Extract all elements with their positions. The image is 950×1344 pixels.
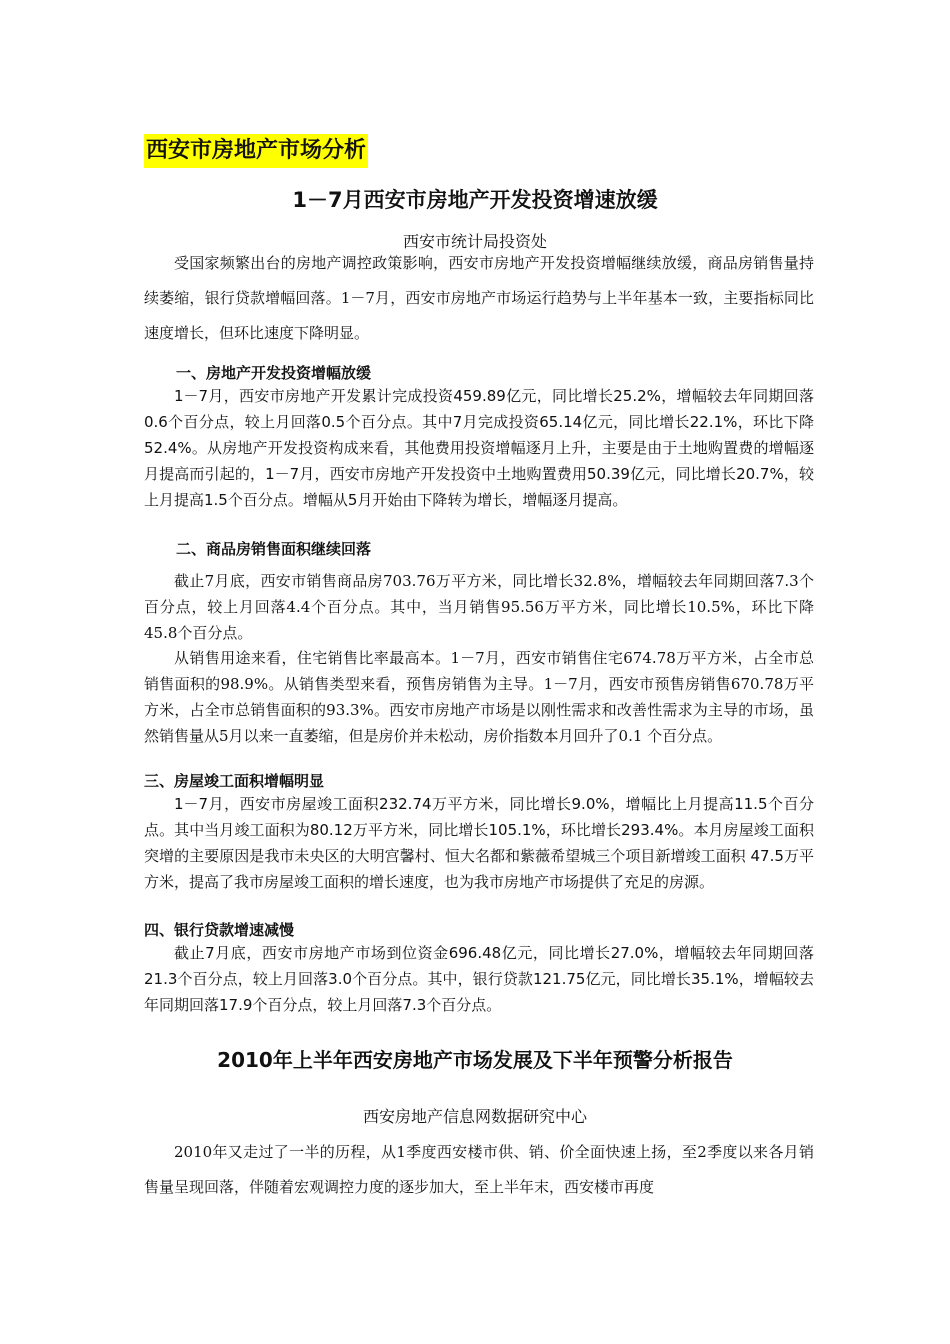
article2-title: 2010年上半年西安房地产市场发展及下半年预警分析报告 <box>217 1048 733 1072</box>
article1-title: 1－7月西安市房地产开发投资增速放缓 <box>292 188 658 212</box>
section-4-paragraph: 截止7月底，西安市房地产市场到位资金696.48亿元，同比增长27.0%，增幅较去年同期回落21.3个百分点，较上月回落3.0个百分点。其中，银行贷款121.75亿元，同比增长35.1%，增幅较去年同期回落17.9个百分点，较上月回落7.3个百分点。 <box>144 944 814 1014</box>
section-1-paragraph: 1－7月，西安市房地产开发累计完成投资459.89亿元，同比增长25.2%，增幅较去年同期回落0.6个百分点，较上月回落0.5个百分点。其中7月完成投资65.14亿元，同比增长22.1%，环比下降52.4%。从房地产开发投资构成来看，其他费用投资增幅逐月上升，主要是由于土地购置费的增幅逐月提高而引起的，1－7月，西安市房地产开发投资中土地购置费用50.39亿元，同比增长20.7%，较上月提高1.5个百分点。增幅从5月开始由下降转为增长，增幅逐月提高。 <box>144 387 814 509</box>
article2-source: 西安房地产信息网数据研究中心 <box>362 1107 587 1126</box>
section-2-paragraph-2: 从销售用途来看，住宅销售比率最高本。1－7月，西安市销售住宅674.78万平方米，占全市总销售面积的98.9%。从销售类型来看，预售房销售为主导。1－7月，西安市预售房销售670.78万平方米，占全市总销售面积的93.3%。西安市房地产市场是以刚性需求和改善性需求为主导的市场，虽然销售量从5月以来一直萎缩，但是房价并未松动，房价指数本月回升了0.1 个百分点。 <box>144 649 814 745</box>
document-title: 西安市房地产市场分析 <box>144 134 368 168</box>
section-heading-4: 四、银行贷款增速减慢 <box>144 921 295 939</box>
section-heading-2: 二、商品房销售面积继续回落 <box>176 540 372 558</box>
section-heading-1: 一、房地产开发投资增幅放缓 <box>176 364 372 382</box>
section-3-paragraph: 1－7月，西安市房屋竣工面积232.74万平方米，同比增长9.0%，增幅比上月提高11.5个百分点。其中当月竣工面积为80.12万平方米，同比增长105.1%，环比增长293.4%。本月房屋竣工面积突增的主要原因是我市未央区的大明宫馨村、恒大名都和紫薇希望城三个项目新增竣工面积 47.5万平方米，提高了我市房屋竣工面积的增长速度，也为我市房地产市场提供了充足的房源。 <box>144 795 814 891</box>
article1-source: 西安市统计局投资处 <box>402 232 547 251</box>
section-2-paragraph-1: 截止7月底，西安市销售商品房703.76万平方米，同比增长32.8%，增幅较去年同期回落7.3个百分点，较上月回落4.4个百分点。其中，当月销售95.56万平方米，同比增长10.5%，环比下降45.8个百分点。 <box>144 572 814 642</box>
article1-intro: 受国家频繁出台的房地产调控政策影响，西安市房地产开发投资增幅继续放缓，商品房销售量持续萎缩，银行贷款增幅回落。1－7月，西安市房地产市场运行趋势与上半年基本一致，主要指标同比速度增长，但环比速度下降明显。 <box>144 254 814 342</box>
section-heading-3: 三、房屋竣工面积增幅明显 <box>144 772 325 790</box>
article2-intro: 2010年又走过了一半的历程，从1季度西安楼市供、销、价全面快速上扬，至2季度以来各月销售量呈现回落，伴随着宏观调控力度的逐步加大，至上半年末，西安楼市再度 <box>144 1143 814 1196</box>
